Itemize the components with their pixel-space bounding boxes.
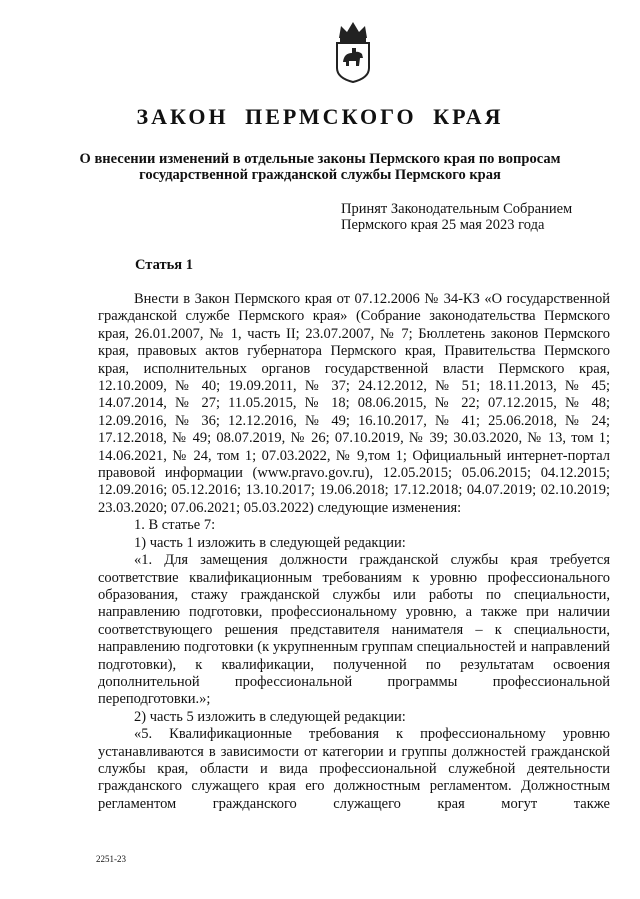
subtitle-line-1: О внесении изменений в отдельные законы Пермского края по вопросам: [79, 151, 561, 167]
law-title: ЗАКОН ПЕРМСКОГО КРАЯ: [136, 104, 504, 129]
subtitle-line-2: государственной гражданской службы Пермского края: [139, 167, 501, 183]
article-heading: Статья 1: [135, 257, 193, 273]
law-subtitle: [70, 151, 570, 183]
subitem-1: 1) часть 1 изложить в следующей редакции:: [134, 534, 406, 551]
adoption-line-1: Принят Законодательным Собранием: [341, 201, 573, 217]
quote-paragraph-2: «5. Квалификационные требования к профессиональному уровню устанавливаются в зависимости от категории и группы должностей гражданской службы края, области и вида профессиональной служебной деятельности гражданского служащего края его должностным регламентом. Должностным регламентом гражданского служащего края могут также: [98, 726, 610, 812]
document-code: 2251-23: [96, 854, 126, 864]
adoption-line-2: Пермского края 25 мая 2023 года: [341, 217, 545, 233]
quote-paragraph-1: «1. Для замещения должности гражданской службы края требуется соответствие квалификационным требованиям к уровню профессионального образования, стажу гражданской службы или работы по специальности, направлению подготовки, профессиональному уровню, а также при наличии соответствующего решения представителя нанимателя – к специальности, направлению подготовки (к укрупненным группам специальностей и направлений подготовки), к квалификации, полученной по результатам освоения дополнительной профессиональной программы профессиональной переподготовки.»;: [98, 552, 610, 708]
article-body: [98, 291, 610, 813]
item-1: 1. В статье 7:: [134, 517, 216, 534]
adoption-note: [341, 201, 572, 233]
subitem-2: 2) часть 5 изложить в следующей редакции:: [134, 708, 406, 725]
perm-krai-coat-of-arms-icon: [332, 20, 374, 84]
intro-paragraph: Внести в Закон Пермского края от 07.12.2006 № 34-КЗ «О государственной гражданской службе Пермского края» (Собрание законодательства Пермского края, 26.01.2007, № 1, часть II; 23.07.2007, № 7; Бюллетень законов Пермского края, правовых актов губернатора Пермского края, Правительства Пермского края, исполнительных органов государственной власти Пермского края, 12.10.2009, № 40; 19.09.2011, № 37; 24.12.2012, № 51; 18.11.2013, № 45; 14.07.2014, № 27; 11.05.2015, № 18; 08.06.2015, № 22; 07.12.2015, № 48; 12.09.2016, № 36; 12.12.2016, № 49; 16.10.2017, № 41; 25.06.2018, № 24; 17.12.2018, № 49; 08.07.2019, № 26; 07.10.2019, № 39; 30.03.2020, № 13, том 1; 14.06.2021, № 24, том 1; 07.03.2022, № 9,том 1; Официальный интернет-портал правовой информации (www.pravo.gov.ru), 12.05.2015; 05.06.2015; 04.12.2015; 12.09.2016; 05.12.2016; 13.10.2017; 19.06.2018; 17.12.2018; 04.07.2019; 02.10.2019; 23.03.2020; 07.06.2021; 05.03.2022) следующие изменения:: [98, 291, 610, 516]
